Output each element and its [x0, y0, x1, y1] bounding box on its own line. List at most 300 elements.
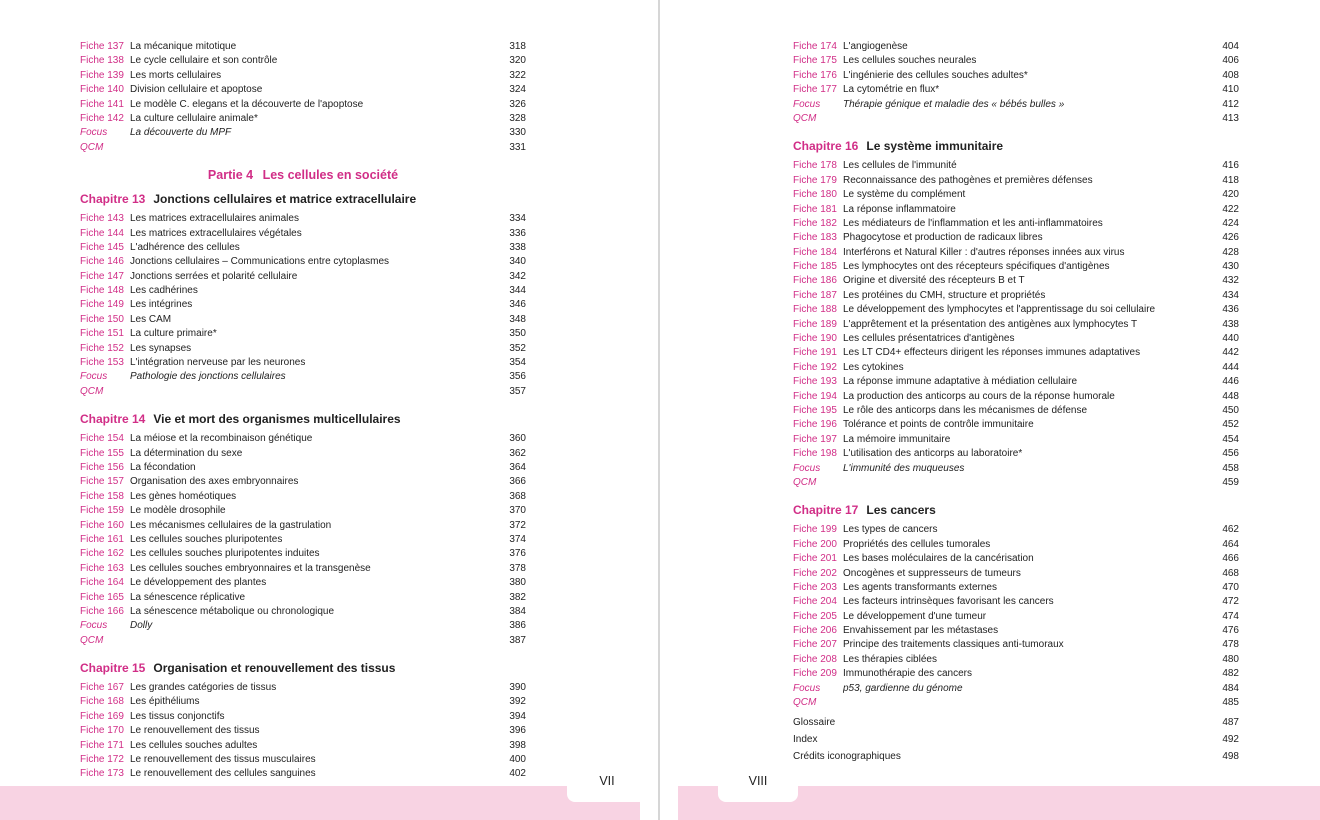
qcm-entry	[793, 696, 1239, 710]
entry-page-number: 442	[1222, 347, 1239, 359]
back-matter-entry	[793, 748, 1239, 765]
entry-label: QCM	[793, 476, 817, 488]
entry-label: Fiche 201	[793, 553, 837, 565]
entry-label: Fiche 183	[793, 232, 837, 244]
toc-entry	[793, 303, 1239, 317]
toc-entry	[80, 284, 526, 298]
chapter-label: Chapitre 13	[80, 192, 146, 207]
entry-page-number: 485	[1222, 697, 1239, 709]
chapter-entries	[80, 212, 526, 399]
entry-page-number: 362	[509, 447, 526, 459]
page-folio: VII	[567, 766, 647, 802]
entry-page-number: 330	[509, 127, 526, 139]
entry-page-number: 368	[509, 490, 526, 502]
entry-title: Crédits iconographiques	[793, 751, 901, 763]
toc-entry	[793, 538, 1239, 552]
entry-page-number: 408	[1222, 69, 1239, 81]
entry-page-number: 350	[509, 328, 526, 340]
entry-label: Fiche 155	[80, 447, 124, 459]
chapter-title: Le système immunitaire	[866, 139, 1004, 154]
entry-label: Fiche 142	[80, 112, 124, 124]
entry-label: Fiche 203	[793, 581, 837, 593]
focus-entry	[80, 619, 526, 633]
entry-page-number: 356	[509, 371, 526, 383]
back-matter-entry	[793, 731, 1239, 748]
entry-title: Propriétés des cellules tumorales	[843, 538, 991, 550]
focus-entry	[793, 462, 1239, 476]
toc-entry	[793, 69, 1239, 83]
back-matter-entry	[793, 714, 1239, 731]
toc-entry	[793, 523, 1239, 537]
entry-page-number: 492	[1222, 734, 1239, 746]
entry-label: Fiche 153	[80, 357, 124, 369]
chapter-entries	[793, 523, 1239, 710]
entry-label: Fiche 175	[793, 55, 837, 67]
entry-page-number: 318	[509, 41, 526, 52]
entry-title: L'apprêtement et la présentation des antigènes aux lymphocytes T	[843, 318, 1138, 330]
entry-label: Fiche 146	[80, 256, 124, 268]
entry-title: Principe des traitements classiques anti-tumoraux	[843, 639, 1064, 651]
toc-entry	[793, 581, 1239, 595]
entry-title: Le développement des lymphocytes et l'apprentissage du soi cellulaire	[843, 304, 1156, 316]
toc-entry	[793, 567, 1239, 581]
toc-entry	[80, 767, 526, 781]
chapter-heading	[80, 654, 526, 680]
entry-page-number: 328	[509, 112, 526, 124]
toc-entry	[793, 390, 1239, 404]
entry-page-number: 424	[1222, 217, 1239, 229]
entry-title: Le renouvellement des tissus	[130, 725, 260, 737]
entry-label: Fiche 178	[793, 160, 837, 172]
entry-page-number: 478	[1222, 639, 1239, 651]
entry-page-number: 426	[1222, 232, 1239, 244]
entry-page-number: 498	[1222, 751, 1239, 763]
qcm-entry	[793, 112, 1239, 126]
entry-title: Immunothérapie des cancers	[843, 668, 972, 680]
entry-title: Oncogènes et suppresseurs de tumeurs	[843, 567, 1021, 579]
entry-title: Les cellules souches embryonnaires et la transgenèse	[130, 562, 371, 574]
entry-title: Les cellules souches adultes	[130, 739, 258, 751]
right-page	[678, 0, 1320, 820]
entry-title: Les morts cellulaires	[130, 69, 222, 81]
entry-title: Les intégrines	[130, 299, 193, 311]
qcm-entry	[80, 385, 526, 399]
entry-label: Fiche 171	[80, 739, 124, 751]
entry-page-number: 484	[1222, 682, 1239, 694]
entry-title: Les lymphocytes ont des récepteurs spécifiques d'antigènes	[843, 261, 1110, 273]
entry-page-number: 360	[509, 433, 526, 445]
entry-title: Le cycle cellulaire et son contrôle	[130, 55, 278, 67]
page-folio: VIII	[718, 766, 798, 802]
entry-title: Les cellules souches neurales	[843, 55, 977, 67]
toc-entry	[80, 710, 526, 724]
entry-label: Fiche 154	[80, 433, 124, 445]
entry-page-number: 400	[509, 754, 526, 766]
entry-title: Le modèle C. elegans et la découverte de l'apoptose	[130, 98, 364, 110]
entry-page-number: 462	[1222, 524, 1239, 536]
entry-title: Dolly	[130, 620, 153, 632]
entry-page-number: 444	[1222, 361, 1239, 373]
toc-entry	[80, 695, 526, 709]
entry-label: Fiche 169	[80, 710, 124, 722]
entry-label: QCM	[793, 697, 817, 709]
entry-title: Index	[793, 734, 818, 746]
entry-title: Le renouvellement des tissus musculaires	[130, 754, 316, 766]
toc-entry	[793, 246, 1239, 260]
entry-label: Fiche 149	[80, 299, 124, 311]
entry-title: Les gènes homéotiques	[130, 490, 237, 502]
entry-title: Le renouvellement des cellules sanguines	[130, 768, 316, 780]
entry-title: Les types de cancers	[843, 524, 938, 536]
entry-title: Interférons et Natural Killer : d'autres réponses innées aux virus	[843, 246, 1125, 258]
entry-page-number: 322	[509, 69, 526, 81]
toc-entry	[793, 375, 1239, 389]
entry-title: p53, gardienne du génome	[843, 682, 963, 694]
toc-entry	[793, 231, 1239, 245]
entry-page-number: 476	[1222, 625, 1239, 637]
entry-page-number: 336	[509, 227, 526, 239]
toc-entry	[80, 739, 526, 753]
entry-title: L'immunité des muqueuses	[843, 462, 965, 474]
entry-title: Les mécanismes cellulaires de la gastrulation	[130, 519, 332, 531]
entry-label: Fiche 188	[793, 304, 837, 316]
entry-label: QCM	[793, 112, 817, 124]
entry-label: Fiche 167	[80, 682, 124, 694]
entry-label: QCM	[80, 141, 104, 153]
entry-label: Fiche 143	[80, 213, 124, 225]
toc-entry	[793, 418, 1239, 432]
entry-page-number: 412	[1222, 98, 1239, 110]
chapter-title: Jonctions cellulaires et matrice extracellulaire	[153, 192, 417, 207]
entry-title: Division cellulaire et apoptose	[130, 84, 263, 96]
entry-page-number: 376	[509, 548, 526, 560]
toc-entry	[793, 433, 1239, 447]
entry-page-number: 432	[1222, 275, 1239, 287]
chapter-heading	[80, 185, 526, 211]
entry-page-number: 480	[1222, 653, 1239, 665]
entry-title: La culture cellulaire animale*	[130, 112, 258, 124]
entry-page-number: 450	[1222, 404, 1239, 416]
entry-label: QCM	[80, 634, 104, 646]
entry-label: Fiche 168	[80, 696, 124, 708]
part-heading	[80, 165, 526, 185]
entry-label: Fiche 193	[793, 376, 837, 388]
toc-entry	[80, 724, 526, 738]
toc-entry	[80, 533, 526, 547]
entry-label: Fiche 206	[793, 625, 837, 637]
entry-title: Les thérapies ciblées	[843, 653, 937, 665]
toc-entry	[793, 624, 1239, 638]
chapter-entries	[80, 681, 526, 782]
entry-label: Focus	[80, 620, 108, 632]
focus-entry	[80, 126, 526, 140]
entry-page-number: 406	[1222, 55, 1239, 67]
entry-title: Pathologie des jonctions cellulaires	[130, 371, 286, 383]
toc-entry	[793, 404, 1239, 418]
toc-entry	[793, 159, 1239, 173]
entry-page-number: 357	[509, 385, 526, 397]
toc-entry	[80, 519, 526, 533]
entry-label: Focus	[80, 371, 108, 383]
entry-title: Le développement des plantes	[130, 577, 267, 589]
toc-entry	[80, 241, 526, 255]
entry-label: Fiche 177	[793, 84, 837, 96]
entry-page-number: 440	[1222, 333, 1239, 345]
entry-label: Fiche 176	[793, 69, 837, 81]
chapter-entries	[80, 432, 526, 648]
entry-page-number: 413	[1222, 112, 1239, 124]
toc-entry	[793, 289, 1239, 303]
entry-label: Fiche 192	[793, 361, 837, 373]
entry-label: Fiche 170	[80, 725, 124, 737]
entry-title: Le système du complément	[843, 189, 966, 201]
toc-entry	[793, 361, 1239, 375]
entry-title: Envahissement par les métastases	[843, 625, 999, 637]
entry-label: Fiche 151	[80, 328, 124, 340]
fold-line	[658, 0, 660, 820]
entry-title: La découverte du MPF	[130, 127, 232, 139]
entry-page-number: 331	[509, 141, 526, 153]
entry-page-number: 410	[1222, 84, 1239, 96]
entry-label: Fiche 152	[80, 342, 124, 354]
toc-entry	[793, 83, 1239, 97]
entry-page-number: 458	[1222, 462, 1239, 474]
entry-label: Fiche 139	[80, 69, 124, 81]
entry-page-number: 448	[1222, 390, 1239, 402]
entry-label: Fiche 189	[793, 318, 837, 330]
left-toc-column	[80, 40, 526, 782]
toc-entry	[793, 40, 1239, 54]
entry-title: Les cadhérines	[130, 285, 198, 297]
toc-entry	[793, 174, 1239, 188]
toc-entry	[80, 40, 526, 54]
entry-page-number: 390	[509, 682, 526, 694]
focus-entry	[793, 98, 1239, 112]
entry-label: Fiche 191	[793, 347, 837, 359]
entry-page-number: 434	[1222, 289, 1239, 301]
toc-entry	[793, 552, 1239, 566]
qcm-entry	[80, 634, 526, 648]
toc-entry	[793, 188, 1239, 202]
toc-entry	[793, 667, 1239, 681]
toc-entry	[80, 98, 526, 112]
entry-title: Jonctions cellulaires – Communications entre cytoplasmes	[130, 256, 390, 268]
entry-title: Les médiateurs de l'inflammation et les anti-inflammatoires	[843, 217, 1103, 229]
toc-entry	[80, 753, 526, 767]
entry-page-number: 470	[1222, 581, 1239, 593]
chapter-label: Chapitre 14	[80, 412, 146, 427]
entry-label: Fiche 157	[80, 476, 124, 488]
footer-band	[0, 786, 640, 820]
toc-entry	[80, 547, 526, 561]
toc-entry	[80, 83, 526, 97]
entry-page-number: 464	[1222, 538, 1239, 550]
entry-title: Les protéines du CMH, structure et propriétés	[843, 289, 1046, 301]
chapter-label: Chapitre 16	[793, 139, 859, 154]
entry-page-number: 386	[509, 620, 526, 632]
chapter-label: Chapitre 17	[793, 503, 859, 518]
entry-page-number: 422	[1222, 203, 1239, 215]
entry-label: Fiche 199	[793, 524, 837, 536]
chapter-title: Vie et mort des organismes multicellulaires	[153, 412, 401, 427]
entry-page-number: 466	[1222, 553, 1239, 565]
entry-page-number: 482	[1222, 668, 1239, 680]
toc-entry	[80, 270, 526, 284]
entry-label: Fiche 200	[793, 538, 837, 550]
toc-entry	[793, 260, 1239, 274]
entry-page-number: 384	[509, 605, 526, 617]
entry-label: Focus	[793, 682, 821, 694]
toc-entry	[80, 490, 526, 504]
entry-title: La réponse immune adaptative à médiation cellulaire	[843, 376, 1078, 388]
entry-label: Fiche 165	[80, 591, 124, 603]
entry-page-number: 348	[509, 313, 526, 325]
entry-title: La production des anticorps au cours de la réponse humorale	[843, 390, 1115, 402]
entry-page-number: 344	[509, 285, 526, 297]
entry-title: La culture primaire*	[130, 328, 217, 340]
toc-entry	[80, 69, 526, 83]
entry-title: Les synapses	[130, 342, 192, 354]
entry-label: Focus	[80, 127, 108, 139]
entry-label: Fiche 156	[80, 461, 124, 473]
entry-title: Thérapie génique et maladie des « bébés bulles »	[843, 98, 1065, 110]
toc-entry	[80, 461, 526, 475]
entry-label: Fiche 204	[793, 596, 837, 608]
entry-title: Les bases moléculaires de la cancérisation	[843, 553, 1034, 565]
part-title: Les cellules en société	[262, 168, 399, 183]
entry-title: Les matrices extracellulaires animales	[130, 213, 299, 225]
toc-entry	[793, 54, 1239, 68]
toc-entry	[793, 318, 1239, 332]
entry-label: Fiche 182	[793, 217, 837, 229]
entry-label: Fiche 184	[793, 246, 837, 258]
entry-page-number: 366	[509, 476, 526, 488]
entry-label: Fiche 173	[80, 768, 124, 780]
toc-entry	[80, 591, 526, 605]
entry-title: La sénescence réplicative	[130, 591, 246, 603]
entry-label: Fiche 195	[793, 404, 837, 416]
toc-entry	[80, 313, 526, 327]
back-matter	[793, 714, 1239, 765]
toc-entry	[80, 255, 526, 269]
entry-title: Les cytokines	[843, 361, 904, 373]
entry-page-number: 459	[1222, 476, 1239, 488]
focus-entry	[80, 370, 526, 384]
entry-label: Fiche 161	[80, 533, 124, 545]
entry-label: Fiche 209	[793, 668, 837, 680]
entry-title: Phagocytose et production de radicaux libres	[843, 232, 1043, 244]
focus-entry	[793, 682, 1239, 696]
entry-page-number: 474	[1222, 610, 1239, 622]
entry-label: Fiche 187	[793, 289, 837, 301]
toc-entry	[80, 605, 526, 619]
toc-entry	[80, 475, 526, 489]
entry-page-number: 487	[1222, 717, 1239, 729]
toc-entry	[80, 576, 526, 590]
toc-entry	[793, 217, 1239, 231]
left-continuation-block	[80, 40, 526, 155]
entry-label: Fiche 158	[80, 490, 124, 502]
entry-page-number: 342	[509, 270, 526, 282]
entry-title: Les agents transformants externes	[843, 581, 997, 593]
entry-title: La cytométrie en flux*	[843, 84, 940, 96]
entry-title: Le modèle drosophile	[130, 505, 226, 517]
toc-entry	[80, 227, 526, 241]
entry-page-number: 438	[1222, 318, 1239, 330]
entry-page-number: 378	[509, 562, 526, 574]
entry-label: Fiche 145	[80, 241, 124, 253]
entry-title: Reconnaissance des pathogènes et premières défenses	[843, 174, 1093, 186]
toc-entry	[793, 595, 1239, 609]
entry-page-number: 402	[509, 768, 526, 780]
toc-entry	[793, 447, 1239, 461]
entry-page-number: 372	[509, 519, 526, 531]
entry-title: Les tissus conjonctifs	[130, 710, 225, 722]
entry-label: Focus	[793, 98, 821, 110]
toc-entry	[80, 681, 526, 695]
entry-page-number: 338	[509, 241, 526, 253]
entry-title: Les matrices extracellulaires végétales	[130, 227, 302, 239]
chapter-heading	[793, 496, 1239, 522]
entry-label: Fiche 163	[80, 562, 124, 574]
entry-title: Les CAM	[130, 313, 172, 325]
toc-entry	[793, 203, 1239, 217]
entry-label: Fiche 179	[793, 174, 837, 186]
toc-entry	[793, 332, 1239, 346]
entry-page-number: 320	[509, 55, 526, 67]
entry-title: Les épithéliums	[130, 696, 200, 708]
entry-label: Fiche 140	[80, 84, 124, 96]
entry-label: Fiche 202	[793, 567, 837, 579]
entry-label: Fiche 198	[793, 448, 837, 460]
entry-label: Fiche 174	[793, 41, 837, 52]
right-toc-column	[793, 40, 1239, 765]
entry-label: Fiche 141	[80, 98, 124, 110]
entry-title: La méiose et la recombinaison génétique	[130, 433, 313, 445]
toc-entry	[80, 298, 526, 312]
entry-title: Les cellules présentatrices d'antigènes	[843, 333, 1015, 345]
entry-label: QCM	[80, 385, 104, 397]
entry-page-number: 396	[509, 725, 526, 737]
entry-title: Les grandes catégories de tissus	[130, 682, 277, 694]
qcm-entry	[793, 476, 1239, 490]
toc-entry	[793, 610, 1239, 624]
toc-entry	[80, 212, 526, 226]
entry-label: Fiche 196	[793, 419, 837, 431]
toc-entry	[793, 346, 1239, 360]
entry-page-number: 392	[509, 696, 526, 708]
entry-page-number: 326	[509, 98, 526, 110]
entry-label: Focus	[793, 462, 821, 474]
entry-title: La sénescence métabolique ou chronologique	[130, 605, 335, 617]
toc-entry	[80, 342, 526, 356]
entry-title: Les cellules souches pluripotentes	[130, 533, 283, 545]
entry-title: L'ingénierie des cellules souches adultes*	[843, 69, 1028, 81]
entry-label: Fiche 148	[80, 285, 124, 297]
entry-page-number: 454	[1222, 433, 1239, 445]
entry-label: Fiche 207	[793, 639, 837, 651]
entry-title: Le développement d'une tumeur	[843, 610, 987, 622]
entry-label: Fiche 162	[80, 548, 124, 560]
right-continuation-block	[793, 40, 1239, 126]
entry-page-number: 334	[509, 213, 526, 225]
entry-page-number: 416	[1222, 160, 1239, 172]
entry-title: La réponse inflammatoire	[843, 203, 956, 215]
entry-page-number: 418	[1222, 174, 1239, 186]
toc-entry	[793, 274, 1239, 288]
entry-page-number: 354	[509, 357, 526, 369]
entry-title: La fécondation	[130, 461, 196, 473]
